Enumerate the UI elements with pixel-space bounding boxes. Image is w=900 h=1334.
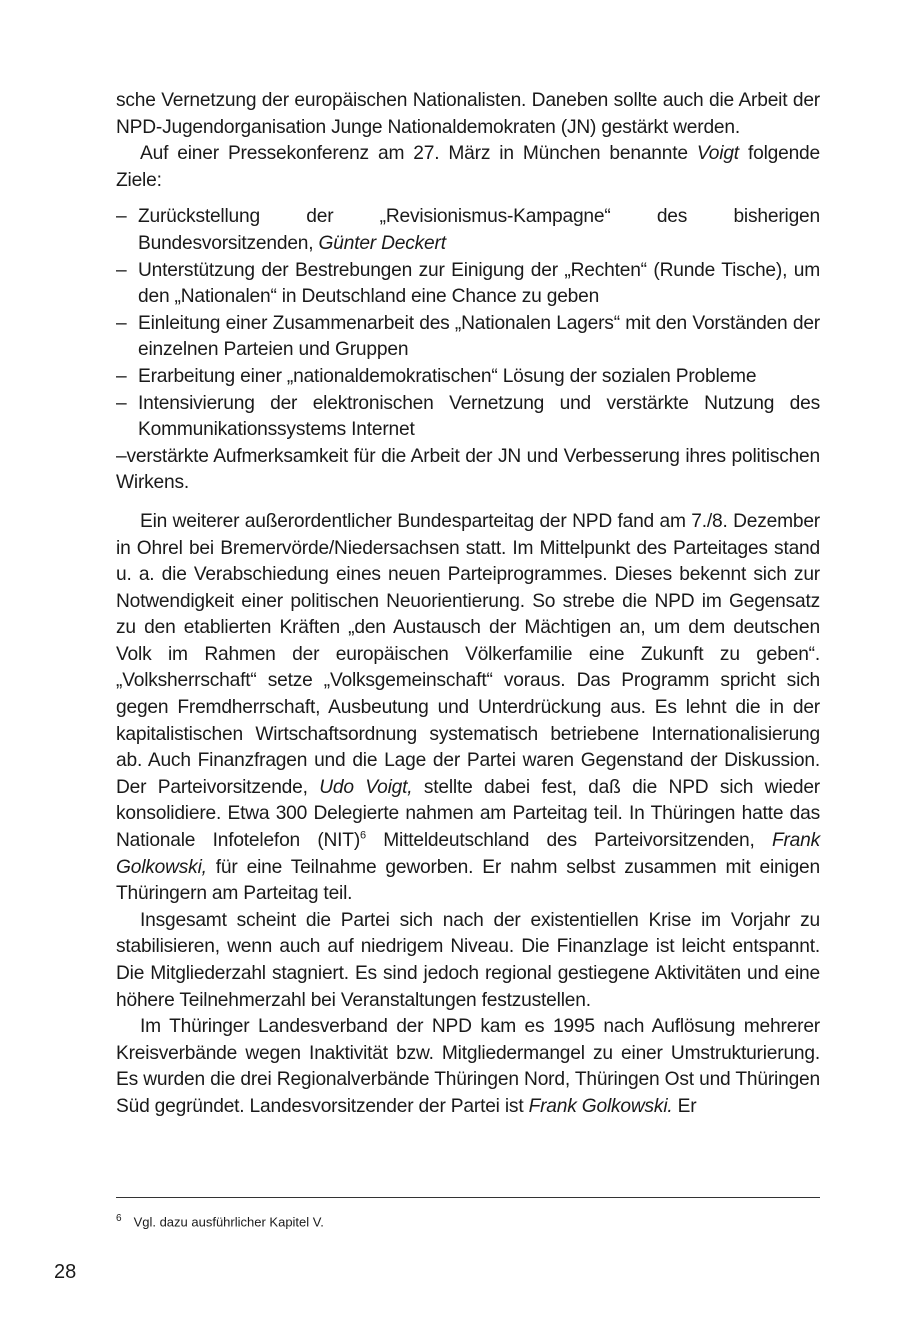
footnote-mark: 6 [116, 1213, 122, 1224]
spacer [116, 497, 820, 509]
stabilisation-paragraph: Insgesamt scheint die Partei sich nach der existentiellen Krise im Vorjahr zu stabilisieren, wenn auch auf niedrigem Niveau. Die Finanzlage ist leicht entspannt. Die Mitgliederzahl stagniert. Es sind jedoch regional gestiegene Aktivitäten und eine höhere Teilnehmerzahl bei Veranstaltungen festzustellen. [116, 909, 820, 1011]
footnote-text: Vgl. dazu ausführlicher Kapitel V. [133, 1214, 324, 1230]
goals-list [116, 204, 820, 497]
intro-lead-text-end: folgende Ziele: [116, 143, 821, 191]
dash-marker: – [116, 445, 127, 467]
dash-marker: – [116, 312, 127, 334]
dash-marker: – [116, 259, 127, 281]
intro-paragraph [116, 88, 820, 141]
page-number: 28 [54, 1261, 77, 1283]
person-name-golkowski: Frank Golkowski. [528, 1095, 673, 1117]
person-name-voigt: Voigt [696, 143, 739, 165]
thuringia-paragraph: Im Thüringer Landesverband der NPD kam es 1995 nach Auflösung mehrerer Kreisverbände wegen Inaktivität bzw. Mitgliedermangel zu einer Umstrukturierung. Es wurden die drei Regionalverbände Thüringen Nord, Thüringen Ost und Thüringen Süd gegründet. Landesvorsitzender der Partei ist Frank Golkowski. Er [116, 1016, 820, 1117]
spacer [116, 194, 820, 204]
list-item: – Unterstützung der Bestrebungen zur Einigung der „Rechten“ (Runde Tische), um den „Nationalen“ in Deutschland eine Chance zu geben [116, 259, 820, 308]
main-text [116, 88, 820, 1121]
footnote-reference: 6 [360, 829, 366, 842]
person-name-deckert: Günter Deckert [318, 232, 446, 254]
dash-marker: – [116, 206, 127, 228]
list-item: – Intensivierung der elektronischen Vernetzung und verstärkte Nutzung des Kommunikationssystems Internet [116, 392, 820, 441]
list-item: –verstärkte Aufmerksamkeit für die Arbeit der JN und Verbesserung ihres politischen Wirkens. [116, 445, 820, 494]
footnote-divider [116, 1197, 820, 1198]
list-item: – Zurückstellung der „Revisionismus-Kampagne“ des bisherigen Bundesvorsitzenden, Günter Deckert [116, 206, 820, 254]
dash-marker: – [116, 392, 127, 414]
person-name-udo-voigt: Udo Voigt, [319, 776, 413, 798]
list-item: – Einleitung einer Zusammenarbeit des „Nationalen Lagers“ mit den Vorständen der einzelnen Parteien und Gruppen [116, 312, 820, 361]
dash-marker: – [116, 365, 127, 387]
party-congress-paragraph: Ein weiterer außerordentlicher Bundesparteitag der NPD fand am 7./8. Dezember in Ohrel bei Bremervörde/Niedersachsen statt. Im Mittelpunkt des Parteitages stand u. a. die Verabschiedung eines neuen Parteiprogrammes. Dieses bekennt sich zur Notwendigkeit einer politischen Neuorientierung. So strebe die NPD im Gegensatz zu den etablierten Kräften „den Austausch der Mächtigen an, um dem deutschen Volk im Rahmen der europäischen Völkerfamilie eine Zukunft zu geben“. „Volksherrschaft“ setze „Volksgemeinschaft“ voraus. Das Programm spricht sich gegen Fremdherrschaft, Ausbeutung und Unterdrückung aus. Es lehnt die in der kapitalistischen Wirtschaftsordnung systematisch betriebene Internationalisierung ab. Auch Finanzfragen und die Lage der Partei waren Gegenstand der Diskussion. Der Parteivorsitzende, Udo Voigt, stellte dabei fest, daß die NPD sich wieder konsolidiere. Etwa 300 Delegierte nahmen am Parteitag teil. In Thüringen hatte das Nationale Infotelefon (NIT)$^6$ Mitteldeutschland des Parteivorsitzenden, Frank Golkowski, für eine Teilnahme geworben. Er nahm selbst zusammen mit einigen Thüringern am Parteitag teil. [116, 510, 821, 905]
person-name-golkowski: Frank Golkowski, [116, 830, 820, 878]
intro-goals-lead [116, 141, 820, 194]
list-item: – Erarbeitung einer „nationaldemokratischen“ Lösung der sozialen Probleme [116, 364, 820, 391]
intro-lead-text: Auf einer Pressekonferenz am 27. März in München benannte [140, 143, 697, 165]
intro-text: sche Vernetzung der europäischen Nationalisten. Daneben sollte auch die Arbeit der NPD-Jugendorganisation Junge Nationaldemokraten (JN) gestärkt werden. [116, 90, 820, 138]
footnote [116, 1210, 324, 1231]
